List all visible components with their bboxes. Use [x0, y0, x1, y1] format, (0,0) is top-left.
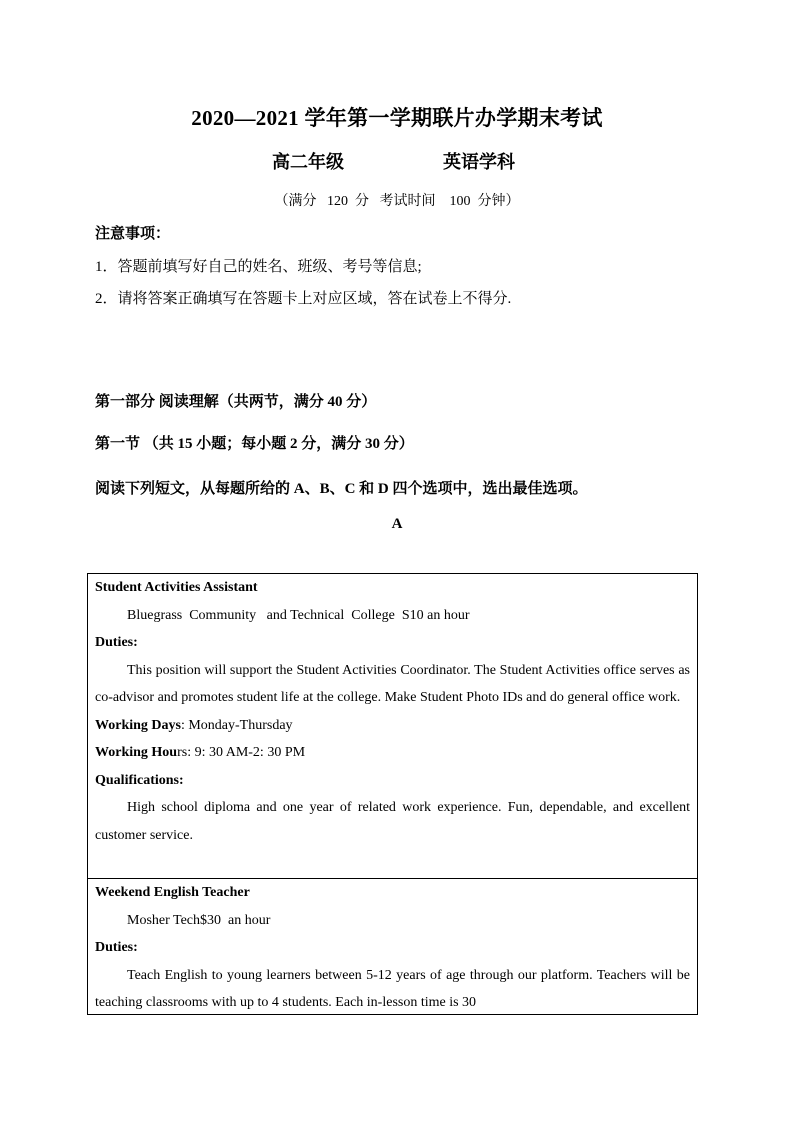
notice-heading: 注意事项： — [95, 226, 171, 242]
exam-title: 2020—2021 学年第一学期联片办学期末考试 — [191, 106, 603, 130]
grade-label: 高二年级 — [272, 152, 344, 172]
job-listings-table — [87, 573, 698, 1015]
job-listing — [88, 878, 697, 1015]
part-heading: 第一部分 阅读理解（共两节，满分 40 分） — [95, 394, 377, 410]
working-days — [95, 712, 690, 740]
notice-item: 2．请将答案正确填写在答题卡上对应区域，答在试卷上不得分. — [95, 291, 512, 307]
qualifications-label: Qualifications: — [95, 772, 184, 788]
notice-item: 1．答题前填写好自己的姓名、班级、考号等信息; — [95, 259, 422, 275]
working-hours-value: rs: 9: 30 AM-2: 30 PM — [177, 745, 306, 760]
working-hours — [95, 739, 690, 767]
job-listing — [88, 574, 697, 878]
instruction-text: 阅读下列短文，从每题所给的 A、B、C 和 D 四个选项中，选出最佳选项。 — [95, 481, 588, 497]
job-title: Student Activities Assistant — [95, 580, 258, 595]
job-title: Weekend English Teacher — [95, 885, 250, 900]
passage-label: A — [391, 516, 403, 532]
working-days-value: : Monday-Thursday — [180, 717, 293, 733]
job-employer: Bluegrass Community and Technical College S10 an hour — [127, 607, 470, 623]
duties-label: Duties: — [95, 635, 138, 650]
job-employer: Mosher Tech$30 an hour — [127, 912, 271, 928]
working-hours-label: Working Hou — [95, 745, 178, 760]
duties-text: Teach English to young learners between 5-12 years of age through our platform. Teachers will be teaching classrooms with up to 4 students. Each in-lesson time is 30 — [95, 967, 690, 1010]
working-days-label: Working Days — [95, 717, 181, 733]
qualifications-text: High school diploma and one year of related work experience. Fun, dependable, and excellent customer service. — [95, 800, 690, 843]
duties-text: This position will support the Student Activities Coordinator. The Student Activities office serves as co-advisor and promotes student life at the college. Make Student Photo IDs and do general office work. — [95, 662, 690, 705]
exam-info — [0, 190, 794, 210]
subject-label: 英语学科 — [443, 152, 515, 172]
duties-label: Duties: — [95, 940, 138, 955]
exam-info-text: （满分 120 分 考试时间 100 分钟） — [274, 194, 520, 209]
subsection-heading: 第一节 （共 15 小题；每小题 2 分，满分 30 分） — [95, 436, 414, 452]
